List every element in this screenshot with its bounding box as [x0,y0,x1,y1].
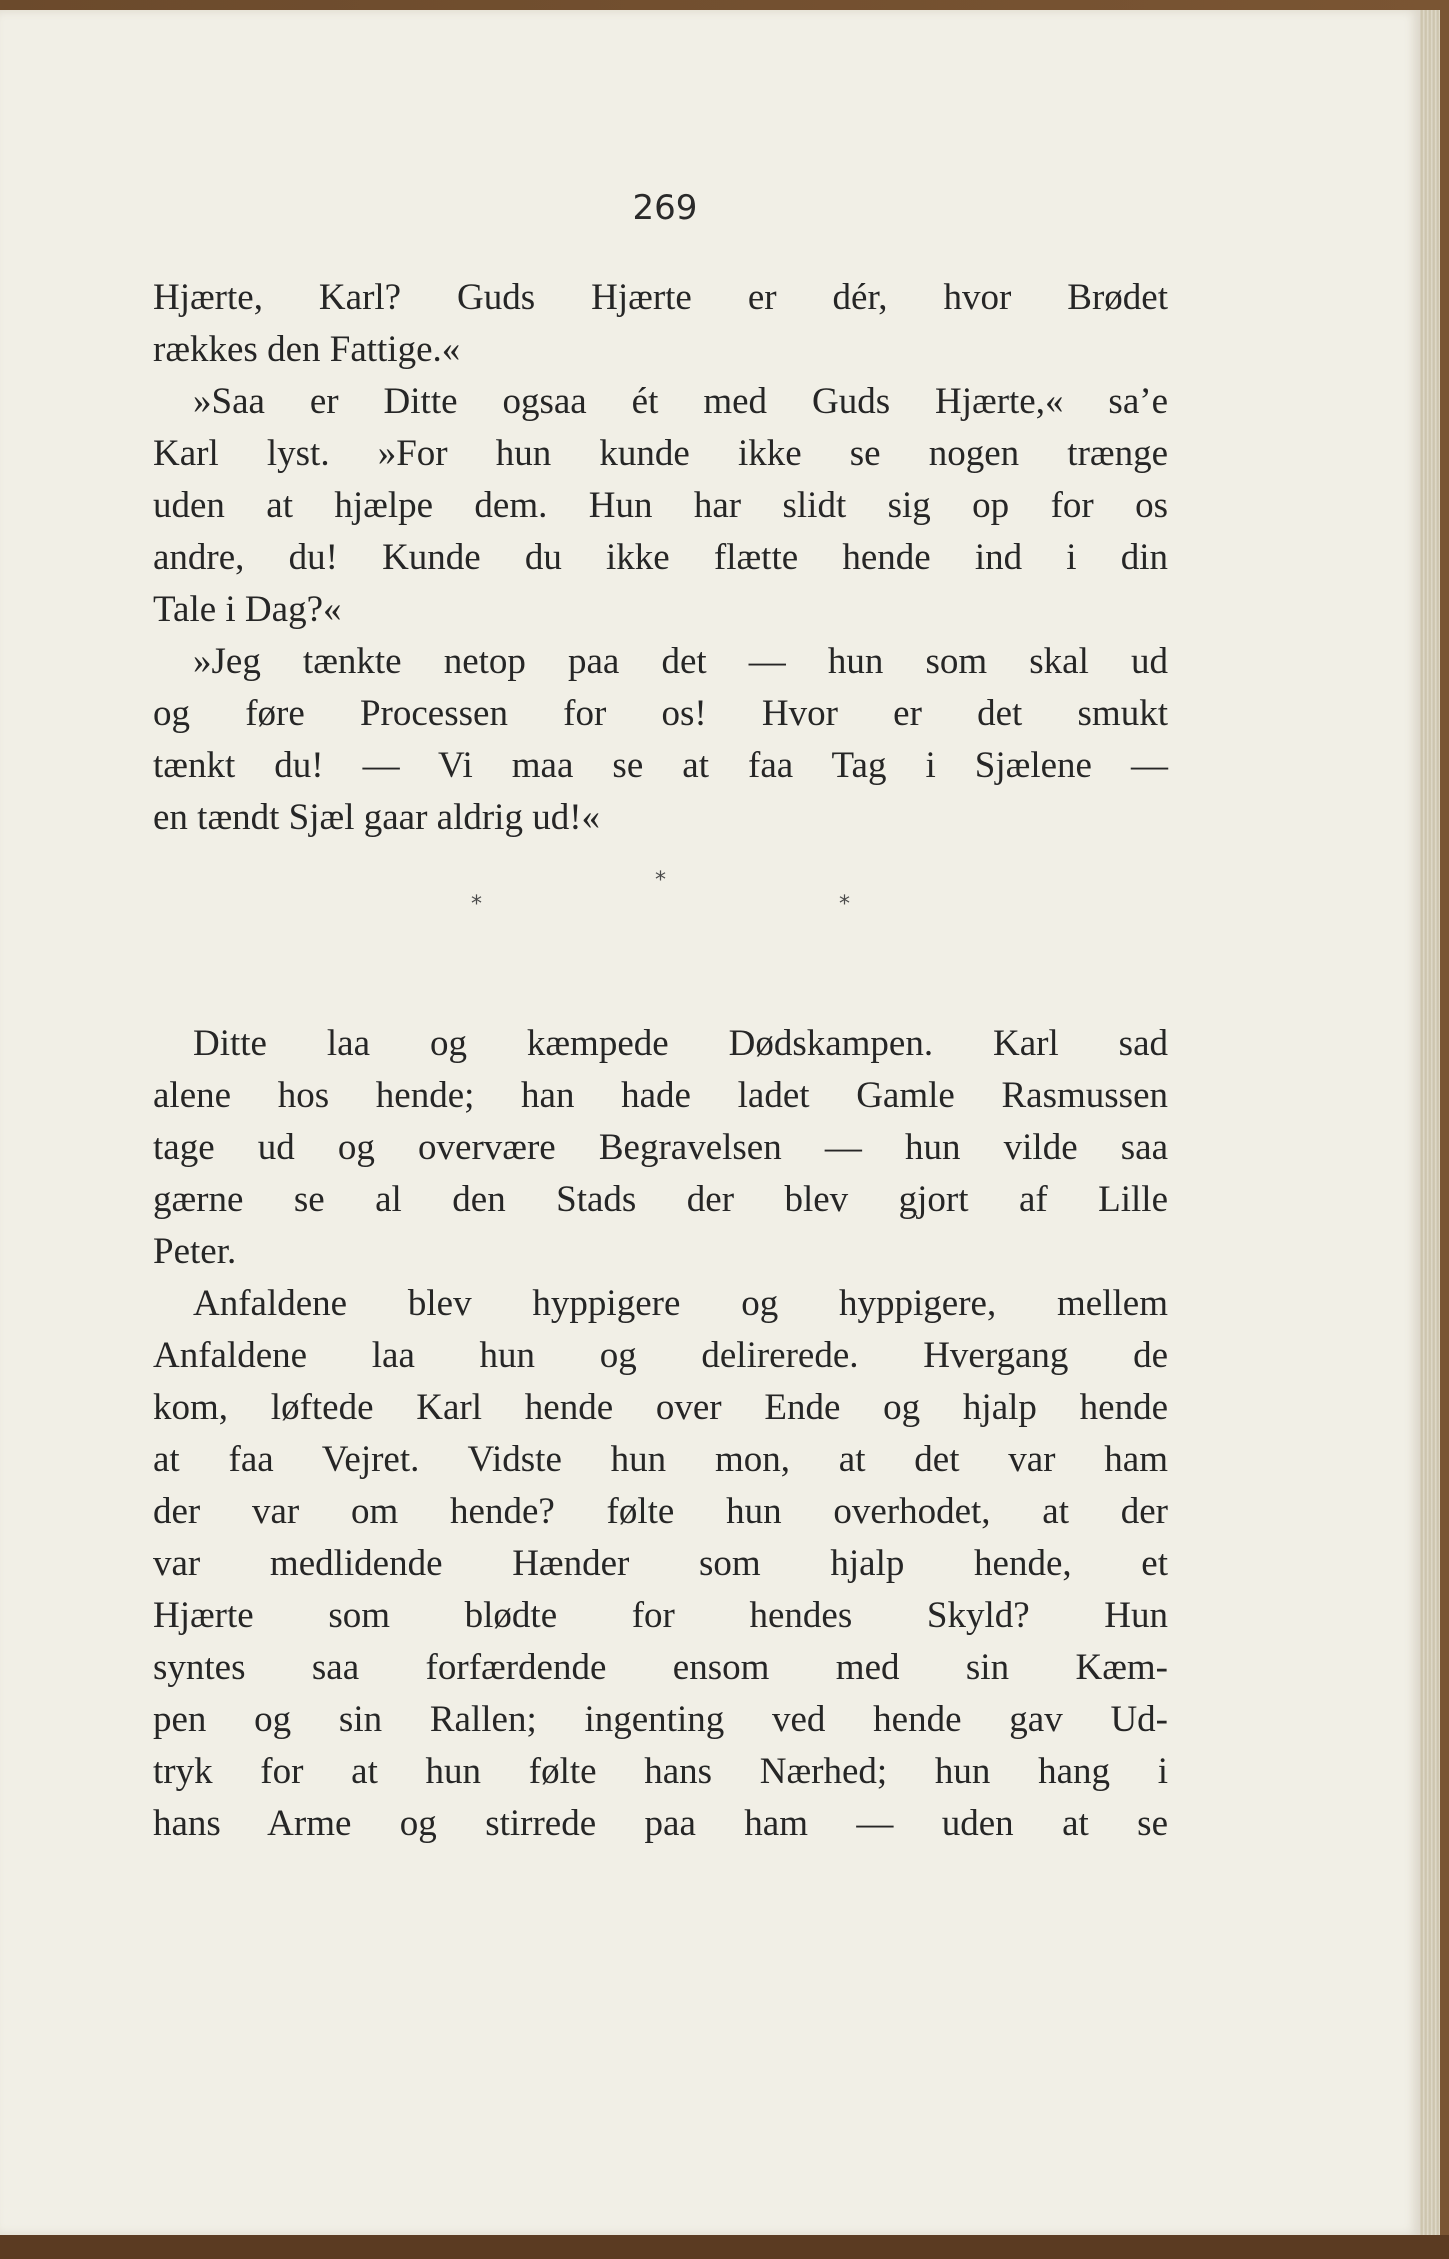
text-line: andre, du! Kunde du ikke flætte hende ind i din [153,537,1168,578]
section-break-asterism [153,868,1168,1018]
text-line: »Saa er Ditte ogsaa ét med Guds Hjærte,« sa’e [193,381,1168,422]
book-cover-edge [0,2235,1449,2259]
text-line: gærne se al den Stads der blev gjort af Lille [153,1179,1168,1220]
text-line: en tændt Sjæl gaar aldrig ud!« [153,797,601,838]
text-line: uden at hjælpe dem. Hun har slidt sig op for os [153,485,1168,526]
text-line: pen og sin Rallen; ingenting ved hende gav Ud- [153,1699,1168,1740]
text-line: Hjærte, Karl? Guds Hjærte er dér, hvor Brødet [153,277,1168,318]
text-line: Karl lyst. »For hun kunde ikke se nogen trænge [153,433,1168,474]
text-block [153,272,1168,1850]
asterisk: * [839,892,850,917]
text-line: tryk for at hun følte hans Nærhed; hun hang i [153,1751,1168,1792]
text-line: »Jeg tænkte netop paa det — hun som skal ud [193,641,1168,682]
text-line: var medlidende Hænder som hjalp hende, et [153,1543,1168,1584]
asterisk: * [655,868,666,893]
text-line: kom, løftede Karl hende over Ende og hjalp hende [153,1387,1168,1428]
asterisk: * [471,892,482,917]
text-line: tage ud og overvære Begravelsen — hun vilde saa [153,1127,1168,1168]
text-line: hans Arme og stirrede paa ham — uden at se [153,1803,1168,1844]
text-line: Hjærte som blødte for hendes Skyld? Hun [153,1595,1168,1636]
text-line: og føre Processen for os! Hvor er det smukt [153,693,1168,734]
text-line: tænkt du! — Vi maa se at faa Tag i Sjælene — [153,745,1168,786]
text-line: Anfaldene blev hyppigere og hyppigere, mellem [193,1283,1168,1324]
text-line: syntes saa forfærdende ensom med sin Kæm- [153,1647,1168,1688]
text-line: der var om hende? følte hun overhodet, at der [153,1491,1168,1532]
page-edge [1420,10,1440,2235]
page-number: 269 [632,188,698,228]
text-line: alene hos hende; han hade ladet Gamle Rasmussen [153,1075,1168,1116]
text-line: Anfaldene laa hun og delirerede. Hvergang de [153,1335,1168,1376]
text-line: Tale i Dag?« [153,589,342,630]
text-line: rækkes den Fattige.« [153,329,461,370]
text-line: Peter. [153,1231,237,1272]
text-line: Ditte laa og kæmpede Dødskampen. Karl sad [193,1023,1168,1064]
book-page [0,10,1420,2235]
text-line: at faa Vejret. Vidste hun mon, at det var ham [153,1439,1168,1480]
